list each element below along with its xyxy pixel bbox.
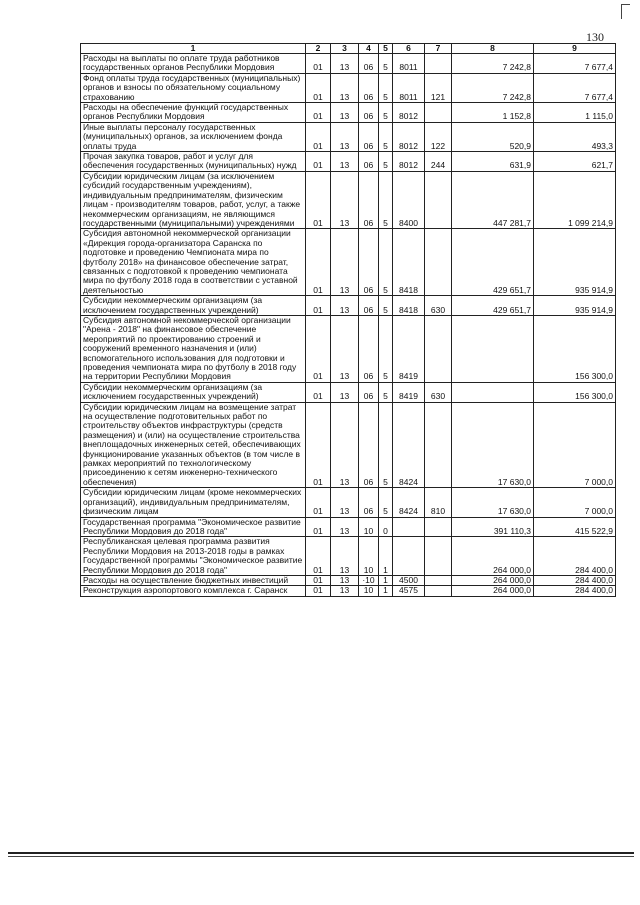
expense-name-cell: Республиканская целевая программа развития Республики Мордовия на 2013-2018 годы в рамках Государственной программы "Экономическое развитие Республики Мордовия до 2018 года"	[81, 537, 306, 576]
expense-name-cell: Расходы на обеспечение функций государственных органов Республики Мордовия	[81, 103, 306, 123]
header-cell: 6	[393, 44, 425, 54]
amount-year2-cell: 1 099 214,9	[534, 171, 616, 228]
program-code-cell: 06	[359, 315, 379, 382]
amount-year1-cell: 264 000,0	[452, 537, 534, 576]
subprogram-code-cell: 5	[379, 73, 393, 102]
expense-name-cell: Государственная программа "Экономическое развитие Республики Мордовия до 2018 года"	[81, 517, 306, 537]
subsection-code-cell: 13	[331, 315, 359, 382]
subsection-code-cell: 13	[331, 575, 359, 585]
section-code-cell: 01	[306, 296, 331, 316]
expense-name-cell: Иные выплаты персоналу государственных (муниципальных) органов, за исключением фонда оплаты труда	[81, 122, 306, 151]
header-cell: 9	[534, 44, 616, 54]
expense-name-cell: Субсидия автономной некоммерческой организации «Дирекция города-организатора Саранска по подготовке и проведению Чемпионата мира по футболу 2018» на финансовое обеспечение затрат, связанных с подготовкой к проведению чемпионата мира по футболу 2018 года в соответствии с уставной деятельностью	[81, 229, 306, 296]
subprogram-code-cell: 1	[379, 537, 393, 576]
direction-code-cell: 4500	[393, 575, 425, 585]
amount-year2-cell: 621,7	[534, 152, 616, 172]
expense-type-code-cell	[425, 103, 452, 123]
amount-year1-cell: 17 630,0	[452, 402, 534, 488]
amount-year1-cell: 264 000,0	[452, 575, 534, 585]
section-code-cell: 01	[306, 103, 331, 123]
section-code-cell: 01	[306, 488, 331, 517]
table-row	[81, 54, 616, 74]
amount-year1-cell: 520,9	[452, 122, 534, 151]
table-row	[81, 229, 616, 296]
subsection-code-cell: 13	[331, 537, 359, 576]
subprogram-code-cell: 5	[379, 296, 393, 316]
amount-year2-cell: 493,3	[534, 122, 616, 151]
section-code-cell: 01	[306, 122, 331, 151]
table-row	[81, 152, 616, 172]
subprogram-code-cell: 5	[379, 54, 393, 74]
subprogram-code-cell: 5	[379, 122, 393, 151]
table-row	[81, 488, 616, 517]
program-code-cell: ·10	[359, 575, 379, 585]
direction-code-cell: 8418	[393, 296, 425, 316]
direction-code-cell: 8418	[393, 229, 425, 296]
footer-rule-thin	[8, 856, 634, 857]
direction-code-cell	[393, 517, 425, 537]
section-code-cell: 01	[306, 152, 331, 172]
direction-code-cell	[393, 537, 425, 576]
amount-year2-cell: 935 914,9	[534, 296, 616, 316]
subprogram-code-cell: 5	[379, 488, 393, 517]
header-cell: 1	[81, 44, 306, 54]
header-cell: 7	[425, 44, 452, 54]
section-code-cell: 01	[306, 54, 331, 74]
direction-code-cell: 4575	[393, 586, 425, 596]
expense-type-code-cell	[425, 171, 452, 228]
amount-year2-cell: 415 522,9	[534, 517, 616, 537]
amount-year2-cell: 284 400,0	[534, 537, 616, 576]
program-code-cell: 06	[359, 122, 379, 151]
header-cell: 2	[306, 44, 331, 54]
direction-code-cell: 8012	[393, 103, 425, 123]
expense-type-code-cell	[425, 537, 452, 576]
direction-code-cell: 8011	[393, 73, 425, 102]
section-code-cell: 01	[306, 73, 331, 102]
subsection-code-cell: 13	[331, 122, 359, 151]
subprogram-code-cell: 1	[379, 575, 393, 585]
expense-type-code-cell: 122	[425, 122, 452, 151]
direction-code-cell: 8419	[393, 315, 425, 382]
amount-year2-cell: 7 677,4	[534, 54, 616, 74]
direction-code-cell: 8419	[393, 382, 425, 402]
direction-code-cell: 8424	[393, 402, 425, 488]
program-code-cell: 06	[359, 152, 379, 172]
program-code-cell: 06	[359, 488, 379, 517]
table-row	[81, 296, 616, 316]
amount-year2-cell: 1 115,0	[534, 103, 616, 123]
expense-name-cell: Субсидии юридическим лицам (кроме некоммерческих организаций), индивидуальным предпринимателям, физическим лицам	[81, 488, 306, 517]
expense-type-code-cell	[425, 315, 452, 382]
amount-year1-cell: 1 152,8	[452, 103, 534, 123]
expense-type-code-cell	[425, 229, 452, 296]
table-row	[81, 103, 616, 123]
header-cell: 8	[452, 44, 534, 54]
amount-year1-cell: 17 630,0	[452, 488, 534, 517]
expense-type-code-cell	[425, 402, 452, 488]
expense-name-cell: Расходы на выплаты по оплате труда работников государственных органов Республики Мордовия	[81, 54, 306, 74]
expense-name-cell: Субсидии некоммерческим организациям (за исключением государственных учреждений)	[81, 296, 306, 316]
table-row	[81, 575, 616, 585]
program-code-cell: 06	[359, 73, 379, 102]
table-body	[81, 44, 616, 597]
program-code-cell: 10	[359, 586, 379, 596]
amount-year2-cell: 284 400,0	[534, 575, 616, 585]
direction-code-cell: 8424	[393, 488, 425, 517]
section-code-cell: 01	[306, 171, 331, 228]
program-code-cell: 06	[359, 103, 379, 123]
subprogram-code-cell: 5	[379, 152, 393, 172]
table-row	[81, 122, 616, 151]
footer-rule	[8, 852, 634, 854]
subsection-code-cell: 13	[331, 296, 359, 316]
subprogram-code-cell: 0	[379, 517, 393, 537]
direction-code-cell: 8012	[393, 122, 425, 151]
subsection-code-cell: 13	[331, 171, 359, 228]
section-code-cell: 01	[306, 537, 331, 576]
subsection-code-cell: 13	[331, 103, 359, 123]
expense-name-cell: Фонд оплаты труда государственных (муниципальных) органов и взносы по обязательному социальному страхованию	[81, 73, 306, 102]
subsection-code-cell: 13	[331, 586, 359, 596]
expense-type-code-cell	[425, 517, 452, 537]
table-row	[81, 73, 616, 102]
expense-type-code-cell	[425, 575, 452, 585]
expense-type-code-cell: 810	[425, 488, 452, 517]
expense-name-cell: Субсидии юридическим лицам на возмещение затрат на осуществление подготовительных работ по строительству объектов инфраструктуры (средств размещения) и (или) на осуществление строительства внеплощадочных инженерных сетей, обеспечивающих функционирование указанных объектов (в том числе в рамках мероприятий по технологическому присоединению к сетям инженерно-технического обеспечения)	[81, 402, 306, 488]
subprogram-code-cell: 5	[379, 382, 393, 402]
table-row	[81, 517, 616, 537]
amount-year1-cell: 7 242,8	[452, 73, 534, 102]
table-header-row	[81, 44, 616, 54]
page-number: 130	[586, 30, 604, 44]
program-code-cell: 06	[359, 54, 379, 74]
program-code-cell: 06	[359, 229, 379, 296]
expense-name-cell: Субсидии юридическим лицам (за исключением субсидий государственным учреждениям), индивидуальным предпринимателям, физическим лицам - производителям товаров, работ, услуг, а также некоммерческим организациям, не являющимся государственными (муниципальными) учреждениями	[81, 171, 306, 228]
program-code-cell: 10	[359, 537, 379, 576]
section-code-cell: 01	[306, 575, 331, 585]
amount-year2-cell: 284 400,0	[534, 586, 616, 596]
amount-year1-cell	[452, 315, 534, 382]
expense-type-code-cell: 630	[425, 382, 452, 402]
corner-mark	[621, 4, 630, 19]
subsection-code-cell: 13	[331, 73, 359, 102]
budget-table	[80, 43, 616, 597]
program-code-cell: 06	[359, 171, 379, 228]
amount-year2-cell: 156 300,0	[534, 315, 616, 382]
expense-name-cell: Субсидии некоммерческим организациям (за исключением государственных учреждений)	[81, 382, 306, 402]
subsection-code-cell: 13	[331, 402, 359, 488]
amount-year2-cell: 7 000,0	[534, 402, 616, 488]
subprogram-code-cell: 5	[379, 229, 393, 296]
subprogram-code-cell: 1	[379, 586, 393, 596]
table-row	[81, 537, 616, 576]
subsection-code-cell: 13	[331, 488, 359, 517]
table-row	[81, 586, 616, 596]
amount-year2-cell: 935 914,9	[534, 229, 616, 296]
section-code-cell: 01	[306, 229, 331, 296]
subsection-code-cell: 13	[331, 229, 359, 296]
amount-year1-cell: 7 242,8	[452, 54, 534, 74]
subprogram-code-cell: 5	[379, 315, 393, 382]
program-code-cell: 06	[359, 382, 379, 402]
expense-type-code-cell: 121	[425, 73, 452, 102]
direction-code-cell: 8011	[393, 54, 425, 74]
amount-year2-cell: 7 000,0	[534, 488, 616, 517]
header-cell: 4	[359, 44, 379, 54]
subsection-code-cell: 13	[331, 382, 359, 402]
program-code-cell: 10	[359, 517, 379, 537]
expense-type-code-cell	[425, 54, 452, 74]
direction-code-cell: 8400	[393, 171, 425, 228]
expense-name-cell: Реконструкция аэропортового комплекса г. Саранск	[81, 586, 306, 596]
section-code-cell: 01	[306, 402, 331, 488]
subprogram-code-cell: 5	[379, 103, 393, 123]
expense-name-cell: Субсидия автономной некоммерческой организации "Арена - 2018" на финансовое обеспечение мероприятий по проектированию строений и сооружений временного назначения и (или) вспомогательного использования для подготовки и проведения чемпионата мира по футболу в 2018 году на территории Республики Мордовия	[81, 315, 306, 382]
subsection-code-cell: 13	[331, 517, 359, 537]
table-row	[81, 382, 616, 402]
amount-year1-cell	[452, 382, 534, 402]
amount-year1-cell: 429 651,7	[452, 229, 534, 296]
header-cell: 3	[331, 44, 359, 54]
subprogram-code-cell: 5	[379, 171, 393, 228]
expense-name-cell: Расходы на осуществление бюджетных инвестиций	[81, 575, 306, 585]
amount-year1-cell: 447 281,7	[452, 171, 534, 228]
expense-type-code-cell	[425, 586, 452, 596]
amount-year2-cell: 156 300,0	[534, 382, 616, 402]
program-code-cell: 06	[359, 402, 379, 488]
section-code-cell: 01	[306, 517, 331, 537]
subprogram-code-cell: 5	[379, 402, 393, 488]
amount-year1-cell: 264 000,0	[452, 586, 534, 596]
expense-name-cell: Прочая закупка товаров, работ и услуг для обеспечения государственных (муниципальных) нужд	[81, 152, 306, 172]
direction-code-cell: 8012	[393, 152, 425, 172]
amount-year1-cell: 429 651,7	[452, 296, 534, 316]
amount-year2-cell: 7 677,4	[534, 73, 616, 102]
table-row	[81, 402, 616, 488]
amount-year1-cell: 391 110,3	[452, 517, 534, 537]
subsection-code-cell: 13	[331, 54, 359, 74]
section-code-cell: 01	[306, 315, 331, 382]
amount-year1-cell: 631,9	[452, 152, 534, 172]
subsection-code-cell: 13	[331, 152, 359, 172]
program-code-cell: 06	[359, 296, 379, 316]
expense-type-code-cell: 244	[425, 152, 452, 172]
table-row	[81, 315, 616, 382]
header-cell: 5	[379, 44, 393, 54]
section-code-cell: 01	[306, 382, 331, 402]
section-code-cell: 01	[306, 586, 331, 596]
table-row	[81, 171, 616, 228]
expense-type-code-cell: 630	[425, 296, 452, 316]
